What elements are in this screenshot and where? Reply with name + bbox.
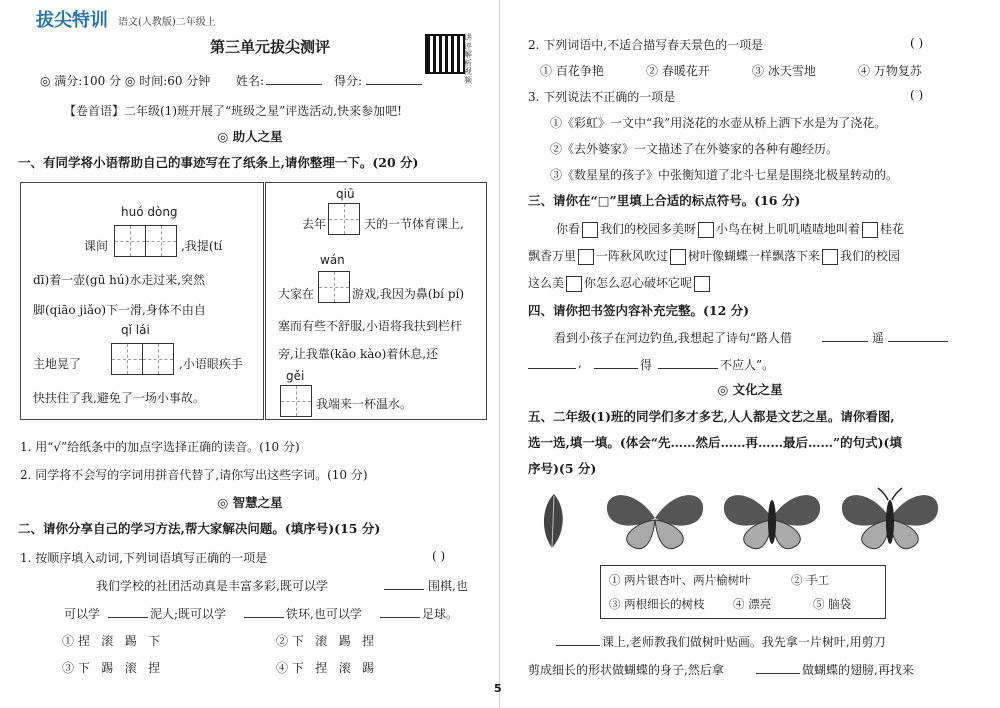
punct-box[interactable] (694, 276, 710, 292)
word-bank-item: ③ 两根细长的树枝 (609, 597, 705, 611)
question-5-title-3: 序号)(5 分) (528, 461, 597, 476)
question-2-sub-2: 2. 下列词语中,不适合描写春天景色的一项是 (528, 38, 764, 52)
answer-paren[interactable]: ( ) (910, 36, 924, 50)
sentence-text: 可以学 (64, 607, 101, 621)
question-1-sub-1: 1. 用“√”给纸条中的加点字选择正确的读音。(10 分) (20, 440, 300, 454)
qr-code[interactable] (425, 34, 465, 74)
option-4[interactable]: ④ 下 捏 滚 踢 (276, 661, 375, 675)
fill-blank[interactable] (822, 329, 868, 342)
option-2[interactable]: ②《去外婆家》一文描述了在外婆家的各种有趣经历。 (550, 142, 839, 156)
sentence-text: 围棋,也 (428, 579, 468, 593)
note-text: 脚(qiāo jiǎo)下一滑,身体不由自 (33, 303, 206, 317)
question-4-title: 四、请你把书签内容补充完整。(12 分) (528, 303, 750, 318)
sentence-text: 泥人;既可以学 (150, 607, 227, 621)
question-2-title: 二、请你分享自己的学习方法,帮大家解决问题。(填序号)(15 分) (18, 521, 381, 536)
edition-label: 语文(人教版)二年级上 (118, 17, 216, 28)
writing-grid[interactable] (328, 203, 360, 235)
name-label: 姓名: (236, 74, 265, 88)
fill-blank[interactable] (658, 356, 718, 369)
sentence-text: 遥 (872, 331, 885, 345)
page-title: 第三单元拔尖测评 (209, 38, 330, 56)
brand-logo: 拔尖特训 (36, 10, 108, 31)
intro-text: 【卷首语】二年级(1)班开展了“班级之星”评选活动,快来参加吧! (64, 104, 402, 118)
fill-blank[interactable] (888, 329, 948, 342)
note-text: 旁,让我靠(kāo kào)着休息,还 (278, 347, 439, 361)
fill-blank[interactable] (528, 356, 576, 369)
score-label: 得分: (334, 74, 363, 88)
sentence-text: 剪成细长的形状做蝴蝶的身子,然后拿 (528, 663, 724, 677)
fill-blank[interactable] (756, 661, 800, 674)
note-text: 天的一节体育课上, (364, 217, 464, 231)
fill-blank[interactable] (594, 356, 638, 369)
word-bank-item: ⑤ 脑袋 (813, 597, 852, 611)
sentence-text: 看到小孩子在河边钓鱼,我想起了诗句“路人借 (554, 331, 792, 345)
sentence-text: 我们学校的社团活动真是丰富多彩,既可以学 (96, 579, 328, 593)
punct-box[interactable] (578, 249, 594, 265)
sentence-text: 不应人”。 (720, 358, 775, 372)
section-culture-star: ◎ 文化之星 (717, 382, 783, 397)
punct-box[interactable] (822, 249, 838, 265)
option-3[interactable]: ③ 冰天雪地 (752, 64, 816, 78)
word-bank-item: ① 两片银杏叶、两片榆树叶 (609, 573, 751, 587)
note-text: 快扶住了我,避免了一场小事故。 (33, 391, 205, 405)
option-3[interactable]: ③《数星星的孩子》中张衡知道了北斗七星是围绕北极星转动的。 (550, 168, 899, 182)
butterfly-craft-illustration (540, 486, 980, 556)
butterfly-complete-icon (842, 488, 938, 549)
writing-grid[interactable] (280, 385, 312, 417)
question-1-sub-2: 2. 同学将不会写的字词用拼音代替了,请你写出这些字词。(10 分) (20, 468, 368, 482)
fill-blank[interactable] (384, 577, 424, 590)
sentence-text: , (578, 356, 582, 370)
question-5-title-1: 五、二年级(1)班的同学们多才多艺,人人都是文艺之星。请你看图, (528, 409, 895, 424)
note-text: ,我提(tí (181, 239, 223, 253)
word-bank-item: ④ 漂亮 (733, 597, 772, 611)
option-2[interactable]: ② 春暖花开 (646, 64, 710, 78)
score-time-line: ◎ 满分:100 分 ◎ 时间:60 分钟 (40, 74, 211, 88)
page-number: 5 (494, 682, 502, 695)
note-text: 塞而有些不舒服,小语将我扶到栏杆 (278, 319, 462, 333)
fill-blank[interactable] (556, 633, 600, 646)
note-text: 大家在 (278, 287, 315, 301)
sentence-text: 铁环,也可以学 (286, 607, 362, 621)
sentence-text: 足球。 (422, 607, 459, 621)
note-text: 游戏,我因为鼻(bí pí) (352, 287, 465, 301)
option-3[interactable]: ③ 下 踢 滚 捏 (62, 661, 161, 675)
question-2-sub-3: 3. 下列说法不正确的一项是 (528, 90, 676, 104)
score-field[interactable] (366, 72, 422, 85)
question-2-sub-1: 1. 按顺序填入动词,下列词语填写正确的一项是 (20, 551, 268, 565)
fill-blank[interactable] (108, 605, 148, 618)
writing-grid[interactable] (318, 271, 350, 303)
punct-box[interactable] (862, 222, 878, 238)
butterfly-wings-only-icon (607, 495, 703, 549)
pinyin-qiu: qiū (336, 187, 355, 201)
pinyin-wan: wán (320, 253, 345, 267)
section-helper-star: ◎ 助人之星 (217, 129, 283, 144)
punct-box[interactable] (582, 222, 598, 238)
option-1[interactable]: ① 百花争艳 (540, 64, 604, 78)
single-leaf-icon (544, 494, 563, 548)
writing-grid[interactable] (114, 225, 177, 257)
answer-paren[interactable]: ( ) (910, 88, 924, 102)
section-wisdom-star: ◎ 智慧之星 (217, 495, 283, 510)
word-bank (600, 565, 886, 619)
right-page (500, 0, 1000, 708)
option-1[interactable]: ① 捏 滚 踢 下 (62, 634, 161, 648)
note-text: 我端来一杯温水。 (316, 397, 413, 411)
punctuation-line-3: 这么美 你怎么忍心破坏它呢 (528, 274, 712, 292)
fill-blank[interactable] (244, 605, 284, 618)
writing-grid[interactable] (111, 343, 174, 375)
note-right (265, 182, 487, 420)
pinyin-huodong: huó dòng (121, 205, 178, 219)
note-text: ,小语眼疾手 (179, 357, 243, 371)
answer-paren[interactable]: ( ) (432, 549, 446, 563)
punctuation-line-2: 飘香万里 一阵秋风吹过 树叶像蝴蝶一样飘落下来 我们的校园 (528, 249, 901, 263)
punct-box[interactable] (566, 276, 582, 292)
option-2[interactable]: ② 下 滚 踢 捏 (276, 634, 375, 648)
note-text: 去年 (302, 217, 327, 231)
punct-box[interactable] (698, 222, 714, 238)
note-text: 主地晃了 (33, 357, 82, 371)
sentence-text: 做蝴蝶的翅膀,再找来 (802, 663, 914, 677)
question-5-title-2: 选一选,填一填。(体会“先……然后……再……最后……”的句式)(填 (528, 435, 902, 450)
note-text: dī)着一壶(gū hú)水走过来,突然 (33, 273, 206, 287)
fill-blank[interactable] (380, 605, 420, 618)
pinyin-qilai: qǐ lái (121, 323, 150, 337)
option-1[interactable]: ①《彩虹》一文中“我”用浇花的水壶从桥上洒下水是为了浇花。 (550, 116, 887, 130)
pinyin-gei: gěi (286, 369, 305, 383)
punct-box[interactable] (670, 249, 686, 265)
question-3-title: 三、请你在“□”里填上合适的标点符号。(16 分) (528, 193, 801, 208)
word-bank-item: ② 手工 (791, 573, 830, 587)
qr-caption: 讲评解析视频 (464, 33, 472, 85)
punctuation-line-1: 你看 我们的校园多美呀 小鸟在树上叽叽喳喳地叫着 桂花 (556, 222, 905, 236)
note-text: 课间 (84, 239, 109, 253)
note-left (20, 182, 264, 420)
sentence-text: 得 (640, 358, 653, 372)
sentence-text: 课上,老师教我们做树叶贴画。我先拿一片树叶,用剪刀 (602, 635, 886, 649)
butterfly-with-body-icon (724, 495, 820, 549)
option-4[interactable]: ④ 万物复苏 (858, 64, 922, 78)
question-1-title: 一、有同学将小语帮助自己的事迹写在了纸条上,请你整理一下。(20 分) (18, 155, 419, 170)
name-field[interactable] (266, 72, 322, 85)
